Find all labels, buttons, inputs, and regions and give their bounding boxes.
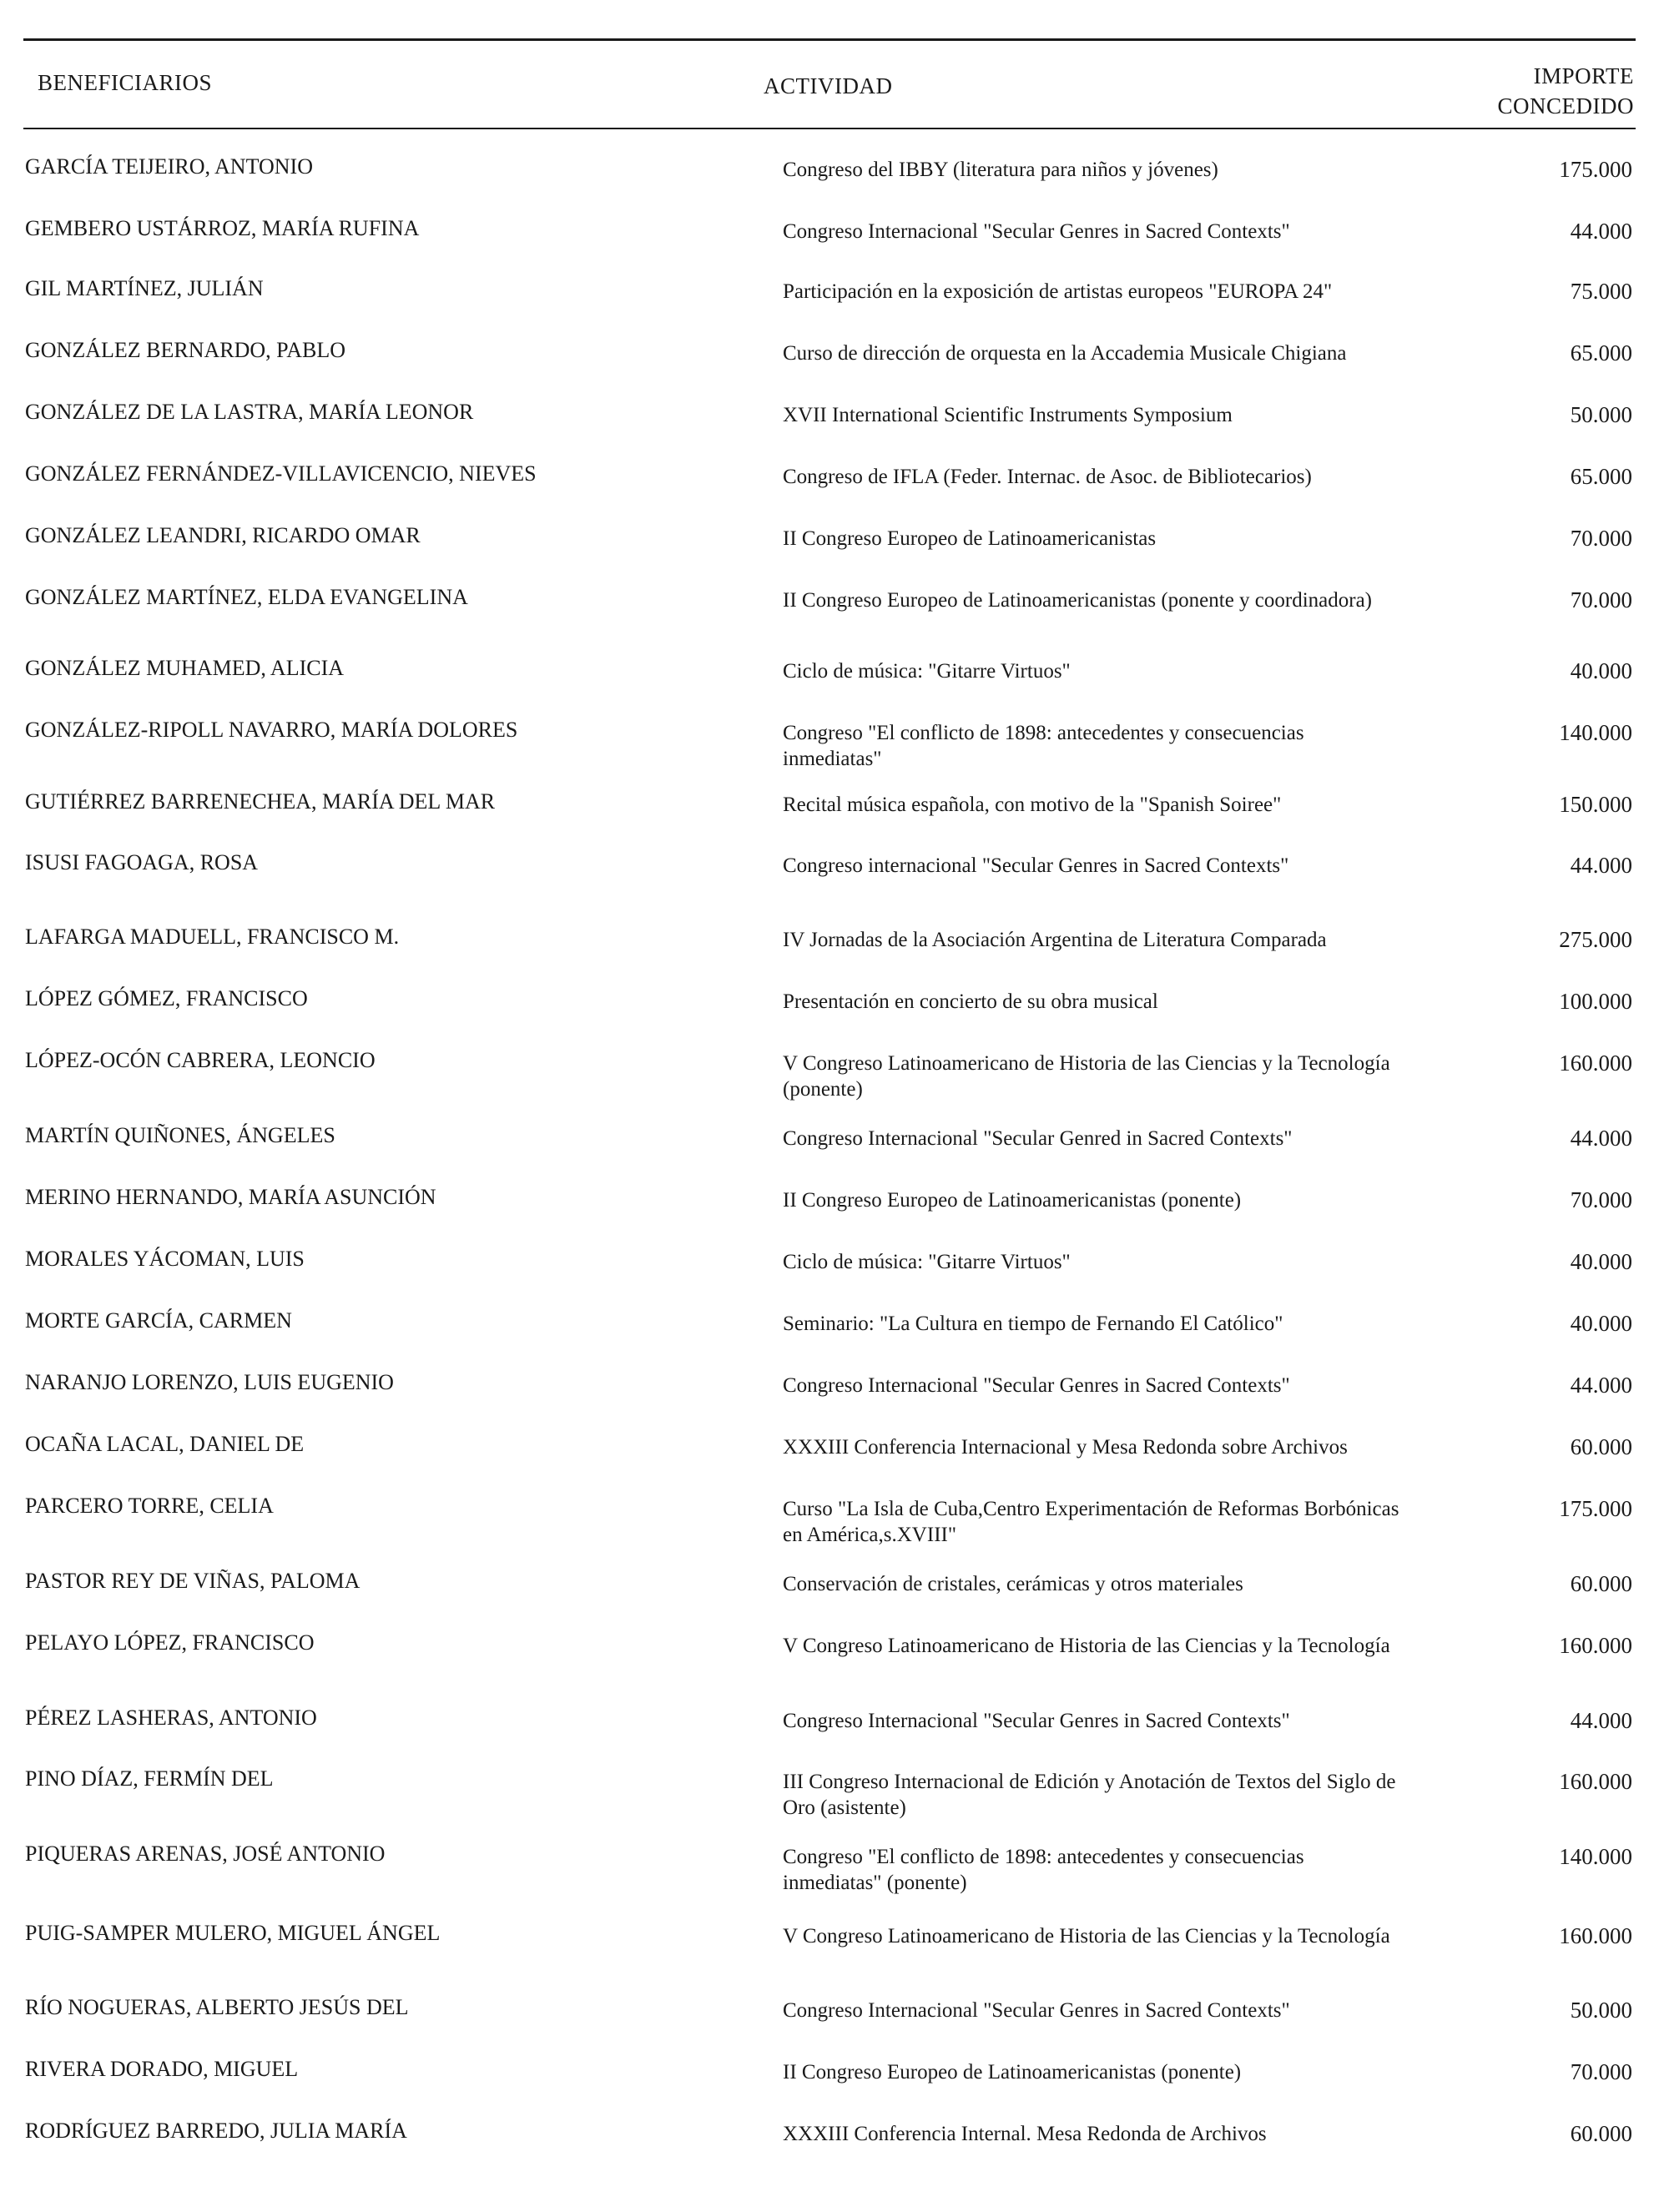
amount-granted: 160.000 — [1559, 1051, 1632, 1076]
activity-description: Congreso "El conflicto de 1898: antecedentes y consecuencias inmediatas" (ponente) — [783, 1846, 1304, 1894]
column-header-importe-line1: IMPORTE — [1533, 63, 1634, 88]
beneficiary-name: GONZÁLEZ LEANDRI, RICARDO OMAR — [25, 523, 421, 547]
table-row — [0, 1766, 1669, 1841]
table-row — [0, 1994, 1669, 2056]
table-row — [0, 1568, 1669, 1630]
column-header-importe-line2: CONCEDIDO — [1497, 93, 1634, 118]
amount-granted: 160.000 — [1559, 1769, 1632, 1794]
activity-description: XXXIII Conferencia Internacional y Mesa Redonda sobre Archivos — [783, 1436, 1348, 1459]
beneficiary-name: MORALES YÁCOMAN, LUIS — [25, 1247, 305, 1271]
beneficiary-name: PELAYO LÓPEZ, FRANCISCO — [25, 1630, 315, 1655]
beneficiary-name: OCAÑA LACAL, DANIEL DE — [25, 1432, 305, 1456]
activity-description: Congreso internacional "Secular Genres in Sacred Contexts" — [783, 854, 1289, 877]
table-row — [0, 584, 1669, 655]
beneficiary-name: LAFARGA MADUELL, FRANCISCO M. — [25, 925, 400, 949]
activity-description: Participación en la exposición de artistas europeos "EUROPA 24" — [783, 280, 1333, 303]
activity-description: Seminario: "La Cultura en tiempo de Fernando El Católico" — [783, 1313, 1283, 1335]
table-row — [0, 924, 1669, 985]
amount-granted: 70.000 — [1570, 526, 1632, 551]
beneficiary-name: GONZÁLEZ MUHAMED, ALICIA — [25, 656, 345, 680]
table-row — [0, 215, 1669, 275]
header-top-rule — [23, 38, 1636, 41]
amount-granted: 150.000 — [1559, 792, 1632, 817]
activity-description: Congreso Internacional "Secular Genres in Sacred Contexts" — [783, 220, 1290, 243]
table-row — [0, 985, 1669, 1047]
beneficiary-name: RODRÍGUEZ BARREDO, JULIA MARÍA — [25, 2119, 407, 2143]
amount-granted: 44.000 — [1570, 853, 1632, 878]
activity-description: Presentación en concierto de su obra musical — [783, 990, 1158, 1013]
amount-granted: 160.000 — [1559, 1633, 1632, 1658]
amount-granted: 40.000 — [1570, 658, 1632, 683]
activity-description: II Congreso Europeo de Latinoamericanistas (ponente y coordinadora) — [783, 589, 1372, 612]
amount-granted: 60.000 — [1570, 1571, 1632, 1596]
table-row — [0, 789, 1669, 849]
table-row — [0, 522, 1669, 584]
activity-description: XXXIII Conferencia Internal. Mesa Redonda de Archivos — [783, 2123, 1267, 2145]
amount-granted: 75.000 — [1570, 279, 1632, 304]
activity-description: V Congreso Latinoamericano de Historia de las Ciencias y la Tecnología — [783, 1925, 1390, 1947]
amount-granted: 70.000 — [1570, 2059, 1632, 2084]
table-row — [0, 2118, 1669, 2176]
table-row — [0, 849, 1669, 924]
table-row — [0, 1308, 1669, 1369]
activity-description: II Congreso Europeo de Latinoamericanistas — [783, 527, 1157, 550]
amount-granted: 65.000 — [1570, 340, 1632, 365]
amount-granted: 65.000 — [1570, 464, 1632, 489]
beneficiary-name: GIL MARTÍNEZ, JULIÁN — [25, 276, 264, 300]
amount-granted: 140.000 — [1559, 720, 1632, 745]
beneficiary-name: LÓPEZ GÓMEZ, FRANCISCO — [25, 986, 308, 1010]
table-row — [0, 1920, 1669, 1994]
table-row — [0, 1841, 1669, 1920]
table-row — [0, 655, 1669, 717]
amount-granted: 60.000 — [1570, 1434, 1632, 1459]
beneficiary-name: RIVERA DORADO, MIGUEL — [25, 2057, 299, 2081]
activity-description: Congreso Internacional "Secular Genres in Sacred Contexts" — [783, 1710, 1290, 1732]
beneficiary-name: NARANJO LORENZO, LUIS EUGENIO — [25, 1370, 394, 1394]
activity-description: Congreso "El conflicto de 1898: antecedentes y consecuencias inmediatas" — [783, 722, 1304, 770]
amount-granted: 50.000 — [1570, 1998, 1632, 2023]
table-row — [0, 1493, 1669, 1568]
table-row — [0, 2056, 1669, 2118]
amount-granted: 70.000 — [1570, 1187, 1632, 1212]
activity-description: V Congreso Latinoamericano de Historia de las Ciencias y la Tecnología (ponente) — [783, 1052, 1390, 1101]
amount-granted: 60.000 — [1570, 2121, 1632, 2146]
beneficiary-name: PARCERO TORRE, CELIA — [25, 1494, 274, 1518]
amount-granted: 40.000 — [1570, 1249, 1632, 1274]
column-header-importe — [1498, 61, 1635, 121]
beneficiary-name: RÍO NOGUERAS, ALBERTO JESÚS DEL — [25, 1995, 409, 2019]
table-row — [0, 1246, 1669, 1308]
beneficiary-name: GONZÁLEZ FERNÁNDEZ-VILLAVICENCIO, NIEVES — [25, 461, 537, 486]
table-row — [0, 461, 1669, 522]
table-row — [0, 1630, 1669, 1705]
activity-description: Recital música española, con motivo de la "Spanish Soiree" — [783, 794, 1282, 816]
activity-description: XVII International Scientific Instruments Symposium — [783, 404, 1233, 426]
beneficiary-name: GONZÁLEZ MARTÍNEZ, ELDA EVANGELINA — [25, 585, 468, 609]
beneficiary-name: PASTOR REY DE VIÑAS, PALOMA — [25, 1569, 361, 1593]
amount-granted: 175.000 — [1559, 1496, 1632, 1521]
amount-granted: 44.000 — [1570, 1708, 1632, 1733]
activity-description: Curso de dirección de orquesta en la Accademia Musicale Chigiana — [783, 342, 1347, 365]
amount-granted: 175.000 — [1559, 157, 1632, 182]
amount-granted: 44.000 — [1570, 219, 1632, 244]
activity-description: Congreso Internacional "Secular Genred in Sacred Contexts" — [783, 1127, 1293, 1150]
amount-granted: 40.000 — [1570, 1311, 1632, 1336]
beneficiary-name: MORTE GARCÍA, CARMEN — [25, 1308, 292, 1333]
beneficiary-name: GEMBERO USTÁRROZ, MARÍA RUFINA — [25, 216, 420, 240]
table-row — [0, 1705, 1669, 1766]
beneficiary-name: PUIG-SAMPER MULERO, MIGUEL ÁNGEL — [25, 1921, 441, 1945]
beneficiary-name: GUTIÉRREZ BARRENECHEA, MARÍA DEL MAR — [25, 789, 496, 814]
amount-granted: 70.000 — [1570, 587, 1632, 612]
table-row — [0, 1369, 1669, 1431]
beneficiary-name: MERINO HERNANDO, MARÍA ASUNCIÓN — [25, 1185, 436, 1209]
activity-description: II Congreso Europeo de Latinoamericanistas (ponente) — [783, 2061, 1242, 2084]
activity-description: IV Jornadas de la Asociación Argentina de Literatura Comparada — [783, 929, 1327, 951]
activity-description: II Congreso Europeo de Latinoamericanistas (ponente) — [783, 1189, 1242, 1212]
amount-granted: 44.000 — [1570, 1126, 1632, 1151]
header-bottom-rule — [23, 128, 1636, 129]
activity-description: Congreso de IFLA (Feder. Internac. de Asoc. de Bibliotecarios) — [783, 466, 1312, 488]
table-row — [0, 275, 1669, 337]
beneficiary-name: GONZÁLEZ-RIPOLL NAVARRO, MARÍA DOLORES — [25, 718, 518, 742]
amount-granted: 44.000 — [1570, 1373, 1632, 1398]
amount-granted: 50.000 — [1570, 402, 1632, 427]
activity-description: Ciclo de música: "Gitarre Virtuos" — [783, 1251, 1071, 1273]
activity-description: V Congreso Latinoamericano de Historia de las Ciencias y la Tecnología — [783, 1635, 1390, 1657]
activity-description: III Congreso Internacional de Edición y Anotación de Textos del Siglo de Oro (asistente) — [783, 1771, 1396, 1819]
table-row — [0, 717, 1669, 789]
table-row — [0, 399, 1669, 461]
column-header-actividad: ACTIVIDAD — [764, 73, 893, 98]
beneficiary-name: GONZÁLEZ DE LA LASTRA, MARÍA LEONOR — [25, 400, 474, 424]
table-row — [0, 1184, 1669, 1246]
amount-granted: 275.000 — [1559, 927, 1632, 952]
beneficiary-name: ISUSI FAGOAGA, ROSA — [25, 850, 259, 874]
amount-granted: 140.000 — [1559, 1844, 1632, 1869]
beneficiary-name: PIQUERAS ARENAS, JOSÉ ANTONIO — [25, 1842, 386, 1866]
column-header-beneficiarios: BENEFICIARIOS — [38, 70, 213, 95]
beneficiary-name: MARTÍN QUIÑONES, ÁNGELES — [25, 1123, 335, 1147]
activity-description: Congreso del IBBY (literatura para niños y jóvenes) — [783, 159, 1218, 181]
beneficiary-name: PÉREZ LASHERAS, ANTONIO — [25, 1706, 317, 1730]
beneficiary-name: PINO DÍAZ, FERMÍN DEL — [25, 1766, 274, 1791]
beneficiary-name: GONZÁLEZ BERNARDO, PABLO — [25, 338, 345, 362]
activity-description: Conservación de cristales, cerámicas y otros materiales — [783, 1573, 1243, 1595]
beneficiary-name: GARCÍA TEIJEIRO, ANTONIO — [25, 154, 313, 179]
table-row — [0, 1047, 1669, 1122]
amount-granted: 160.000 — [1559, 1923, 1632, 1948]
table-row — [0, 1431, 1669, 1493]
activity-description: Congreso Internacional "Secular Genres in Sacred Contexts" — [783, 1374, 1290, 1397]
activity-description: Curso "La Isla de Cuba,Centro Experimentación de Reformas Borbónicas en América,s.XVIII" — [783, 1498, 1399, 1546]
activity-description: Congreso Internacional "Secular Genres in Sacred Contexts" — [783, 1999, 1290, 2022]
activity-description: Ciclo de música: "Gitarre Virtuos" — [783, 660, 1071, 683]
table-row — [0, 1122, 1669, 1184]
beneficiary-name: LÓPEZ-OCÓN CABRERA, LEONCIO — [25, 1048, 376, 1072]
table-row — [0, 154, 1669, 215]
amount-granted: 100.000 — [1559, 989, 1632, 1014]
table-row — [0, 337, 1669, 399]
